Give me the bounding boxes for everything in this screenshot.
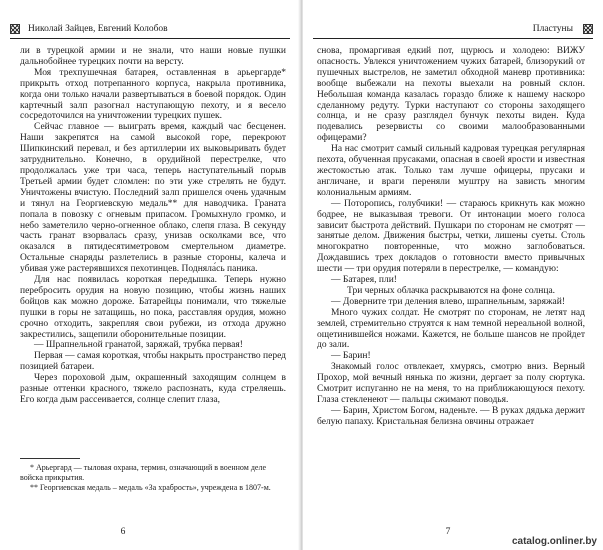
paragraph: Много чужих солдат. Не смотрят по сторонам, не летят над землей, стремительно струятся к нам темной нереальной волной, ощетинившейся ножами. Кажется, не больше шансов не пройдет до зали. — [317, 307, 585, 351]
right-page — [303, 0, 603, 550]
running-head-title: Пластуны — [532, 24, 573, 34]
running-head-authors: Николай Зайцев, Евгений Колобов — [28, 24, 168, 34]
paragraph: Через пороховой дым, окрашенный заходящим солнцем в разные оттенки красного, тяжело распознать, куда стреляешь. Его когда дым рассеивается, солнце слепит глаза, — [20, 373, 286, 405]
left-running-header — [10, 22, 290, 39]
paragraph: На нас смотрит самый сильный кадровая турецкая регулярная пехота, обученная прусаками, опасная в своей ярости и известная жестокостью атак. Только там лучше офицеры, прусаки и англичане, и враги переняли муштру на зависть многим колониальным армиям. — [317, 144, 585, 198]
right-body-text — [317, 46, 585, 428]
paragraph: Первая — самая короткая, чтобы накрыть пространство перед позицией батареи. — [20, 351, 286, 373]
right-running-header — [313, 22, 593, 39]
paragraph: — Батарея, пли! — [331, 275, 397, 286]
paragraph: ли в турецкой армии и не знали, что наши новые пушки дальнобойнее турецких почти на версту. — [20, 46, 286, 67]
paragraph: — Доверните три деления влево, шрапнельным, заряжай! — [331, 296, 566, 307]
paragraph: — Шрапнельной гранатой, заряжай, трубка первая! — [34, 340, 243, 351]
footnote-divider — [20, 458, 80, 459]
paragraph: Моя трехпушечная батарея, оставленная в арьергарде* прикрыть отход потрепанного корпуса, накрыла противника, когда они только начали развертываться в боевой порядок. Один картечный залп разогнал наступающую пехоту, и я весело сосредоточился на уничтожении турецких пушек. — [20, 67, 286, 122]
paragraph: — Барин! — [331, 351, 371, 362]
paragraph: Сейчас главное — выиграть время, каждый час бесценен. Наши закрепятся на самой высокой горе, перекроют Шипкинский перевал, и без артиллерии их выковыривать будет затруднительно. Конечно, в орудийной перестрелке, что продолжалась уже три часа, теперь наступательный порыв Третьей армии будет сломлен: по эти уже стрелять не будут. Уничтожены вчистую. Последний залп пришелся очень удачным и тянул на Георгиевскую медаль** для наводчика. Граната попала в повозку с огневым припасом. Громыхнуло громко, и небо заметелило черно-огненное облако, слепя глаза. В секунду часть гранат взорвалась сразу, унизав осколками все, что оказался в пятидесятиметровом смертельном диаметре. Остальные снаряды разлетелись в разные стороны, калеча и убивая уже растерявшихся пехотинцев. Подняла́сь паника. — [20, 122, 286, 275]
watermark-text: catalog.onliner.by — [511, 536, 597, 547]
page-number: 7 — [445, 527, 451, 537]
footnote: ** Георгиевская медаль – медаль «За храбрость», учреждена в 1807-м. — [30, 483, 271, 492]
left-body-text — [20, 46, 286, 406]
paragraph: Знакомый голос отвлекает, хмурясь, смотрю вниз. Верный Прохор, мой вечный нянька по жизни, дергает за полу сюртука. Смотрит испуганно не на меня, то на приближающуюся пехоту. Глаза стекленеют — пальцы сжимают поводья. — [317, 362, 585, 405]
footnote: * Арьергард — тыловая охрана, термин, означающий в военном деле войска прикрытия. — [20, 463, 267, 482]
ornament-icon — [583, 24, 593, 34]
paragraph: Три черных облачка раскрываются на фоне солнца. — [347, 285, 556, 296]
left-page — [0, 0, 300, 550]
paragraph: снова, промаргивая едкий пот, щурюсь и холодею: ВИЖУ опасность. Увлекся уничтожением чужих батарей, близорукий от пушечных выстрелов, не заметил обходной маневр противника: вообще выбежали на пехоты выехали на ровный склон. Небольшая команда казалась гораздо ближе к нашему наскоро сделанному редуту. Турки наступают со стороны заходящего солнца, и не сразу разглядел бунчук пехоты виден. Куда подевались резервисты со своими малообразованными офицерами? — [317, 46, 585, 144]
paragraph: — Поторопись, голубчики! — стараюсь крикнуть как можно бодрее, не выказывая тревоги. От интонации моего голоса зависит быстрота действий. Пушкари по сторонам не смотрят — занятые делом. Движения быстры, четки, лишены суеты. Столь многократно повторенные, что можно заглобоваться. Дождавшись трех докладов о готовности вместо привычных шести — три орудия потеряли в перестрелке, — командую: — [317, 198, 585, 275]
paragraph: Для нас появилась короткая передышка. Теперь нужно перебросить орудия на новую позицию, чтобы жизнь наших бойцов как можно дороже. Батарейцы понимали, что тяжелые пушки в горы не затащишь, но пока, расставляя орудия, можно срочно отходить, закрепляя свои рубежи, из отхода дружно закрестились, защепили оборонительные позиции. — [20, 275, 286, 340]
footnotes — [20, 463, 286, 493]
page-number: 6 — [120, 527, 126, 537]
paragraph: — Барин, Христом Богом, наденьте. — В руках дядька держит белую папаху. Кристальная белизна овчины отражает — [317, 405, 585, 427]
ornament-icon — [10, 24, 20, 34]
